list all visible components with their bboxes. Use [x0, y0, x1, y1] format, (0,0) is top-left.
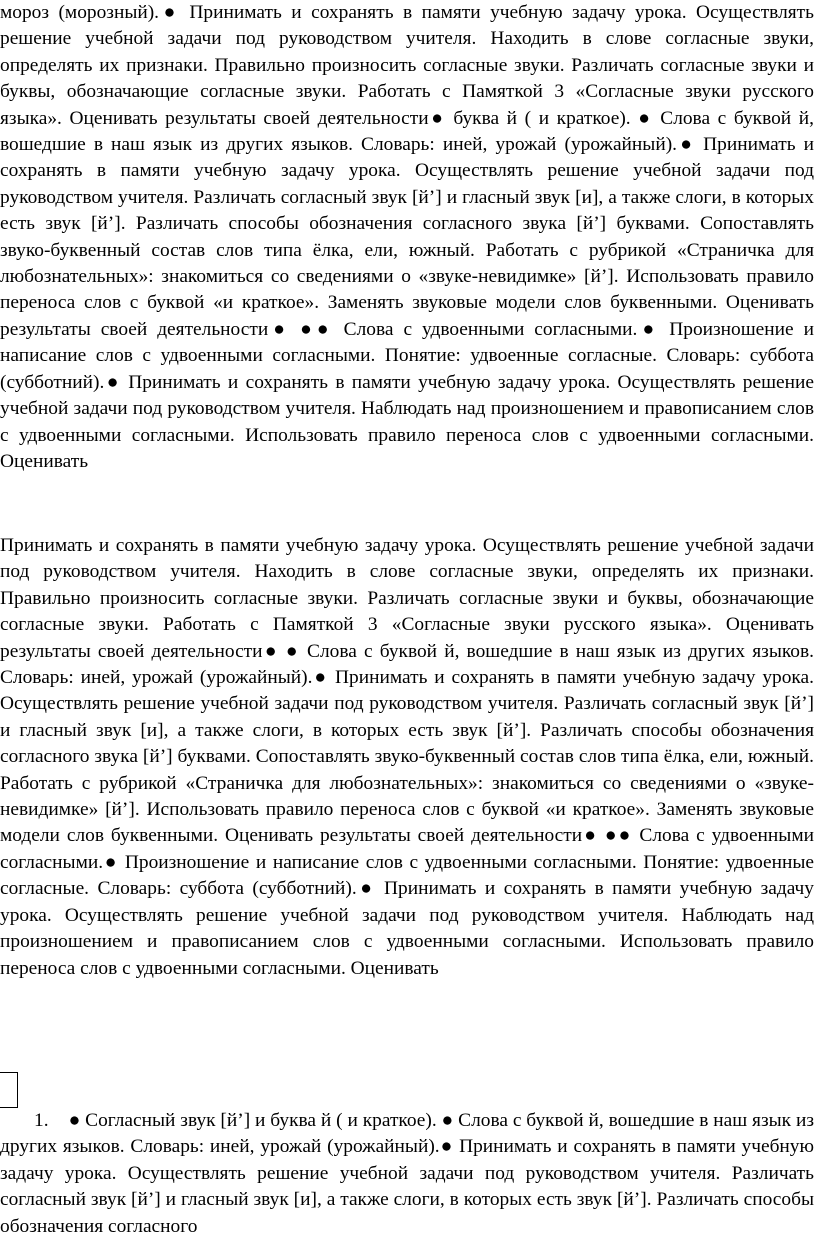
- paragraph-2: Принимать и сохранять в памяти учебную задачу урока. Осуществлять решение учебной задачи под руководством учителя. Находить в слове согласные звуки, определять их признаки. Правильно произносить согласные звуки. Различать согласные звуки и буквы, обозначающие согласные звуки. Работать с Памяткой 3 «Согласные звуки русского языка». Оценивать результаты своей деятельности● ● Слова с буквой й, вошедшие в наш язык из других языков. Словарь: иней, урожай (урожайный).● Принимать и сохранять в памяти учебную задачу урока. Осуществлять решение учебной задачи под руководством учителя. Различать согласный звук [й’] и гласный звук [и], а также слоги, в которых есть звук [й’]. Различать способы обозначения согласного звука [й’] буквами. Сопоставлять звуко-буквенный состав слов типа ёлка, ели, южный. Работать с рубрикой «Страничка для любознательных»: знакомиться со сведениями о «звуке-невидимке» [й’]. Использовать правило переноса слов с буквой «и краткое». Заменять звуковые модели слов буквенными. Оценивать результаты своей деятельности● ●● Слова с удвоенными согласными.● Произношение и написание слов с удвоенными согласными. Понятие: удвоенные согласные. Словарь: суббота (субботний).● Принимать и сохранять в памяти учебную задачу урока. Осуществлять решение учебной задачи под руководством учителя. Наблюдать над произношением и правописанием слов с удвоенными согласными. Использовать правило переноса слов с удвоенными согласными. Оценивать: [0, 535, 814, 979]
- empty-box: [0, 1072, 18, 1108]
- paragraph-1: мороз (морозный).● Принимать и сохранять в памяти учебную задачу урока. Осуществлять решение учебной задачи под руководством учителя. Находить в слове согласные звуки, определять их признаки. Правильно произносить согласные звуки. Различать согласные звуки и буквы, обозначающие согласные звуки. Работать с Памяткой 3 «Согласные звуки русского языка». Оценивать результаты своей деятельности● буква й ( и краткое). ● Слова с буквой й, вошедшие в наш язык из других языков. Словарь: иней, урожай (урожайный).● Принимать и сохранять в памяти учебную задачу урока. Осуществлять решение учебной задачи под руководством учителя. Различать согласный звук [й’] и гласный звук [и], а также слоги, в которых есть звук [й’]. Различать способы обозначения согласного звука [й’] буквами. Сопоставлять звуко-буквенный состав слов типа ёлка, ели, южный. Работать с рубрикой «Страничка для любознательных»: знакомиться со сведениями о «звуке-невидимке» [й’]. Использовать правило переноса слов с буквой «и краткое». Заменять звуковые модели слов буквенными. Оценивать результаты своей деятельности● ●● Слова с удвоенными согласными.● Произношение и написание слов с удвоенными согласными. Понятие: удвоенные согласные. Словарь: суббота (субботний).● Принимать и сохранять в памяти учебную задачу урока. Осуществлять решение учебной задачи под руководством учителя. Наблюдать над произношением и правописанием слов с удвоенными согласными. Использовать правило переноса слов с удвоенными согласными. Оценивать: [0, 2, 814, 472]
- numbered-list-item: [0, 1108, 816, 1240]
- list-item-text: ● Согласный звук [й’] и буква й ( и краткое). ● Слова с буквой й, вошедшие в наш язык из других языков. Словарь: иней, урожай (урожайный).● Принимать и сохранять в памяти учебную задачу урока. Осуществлять решение учебной задачи под руководством учителя. Различать согласный звук [й’] и гласный звук [и], а также слоги, в которых есть звук [й’]. Различать способы обозначения согласного: [0, 1110, 814, 1237]
- list-item-number: 1.: [34, 1110, 49, 1131]
